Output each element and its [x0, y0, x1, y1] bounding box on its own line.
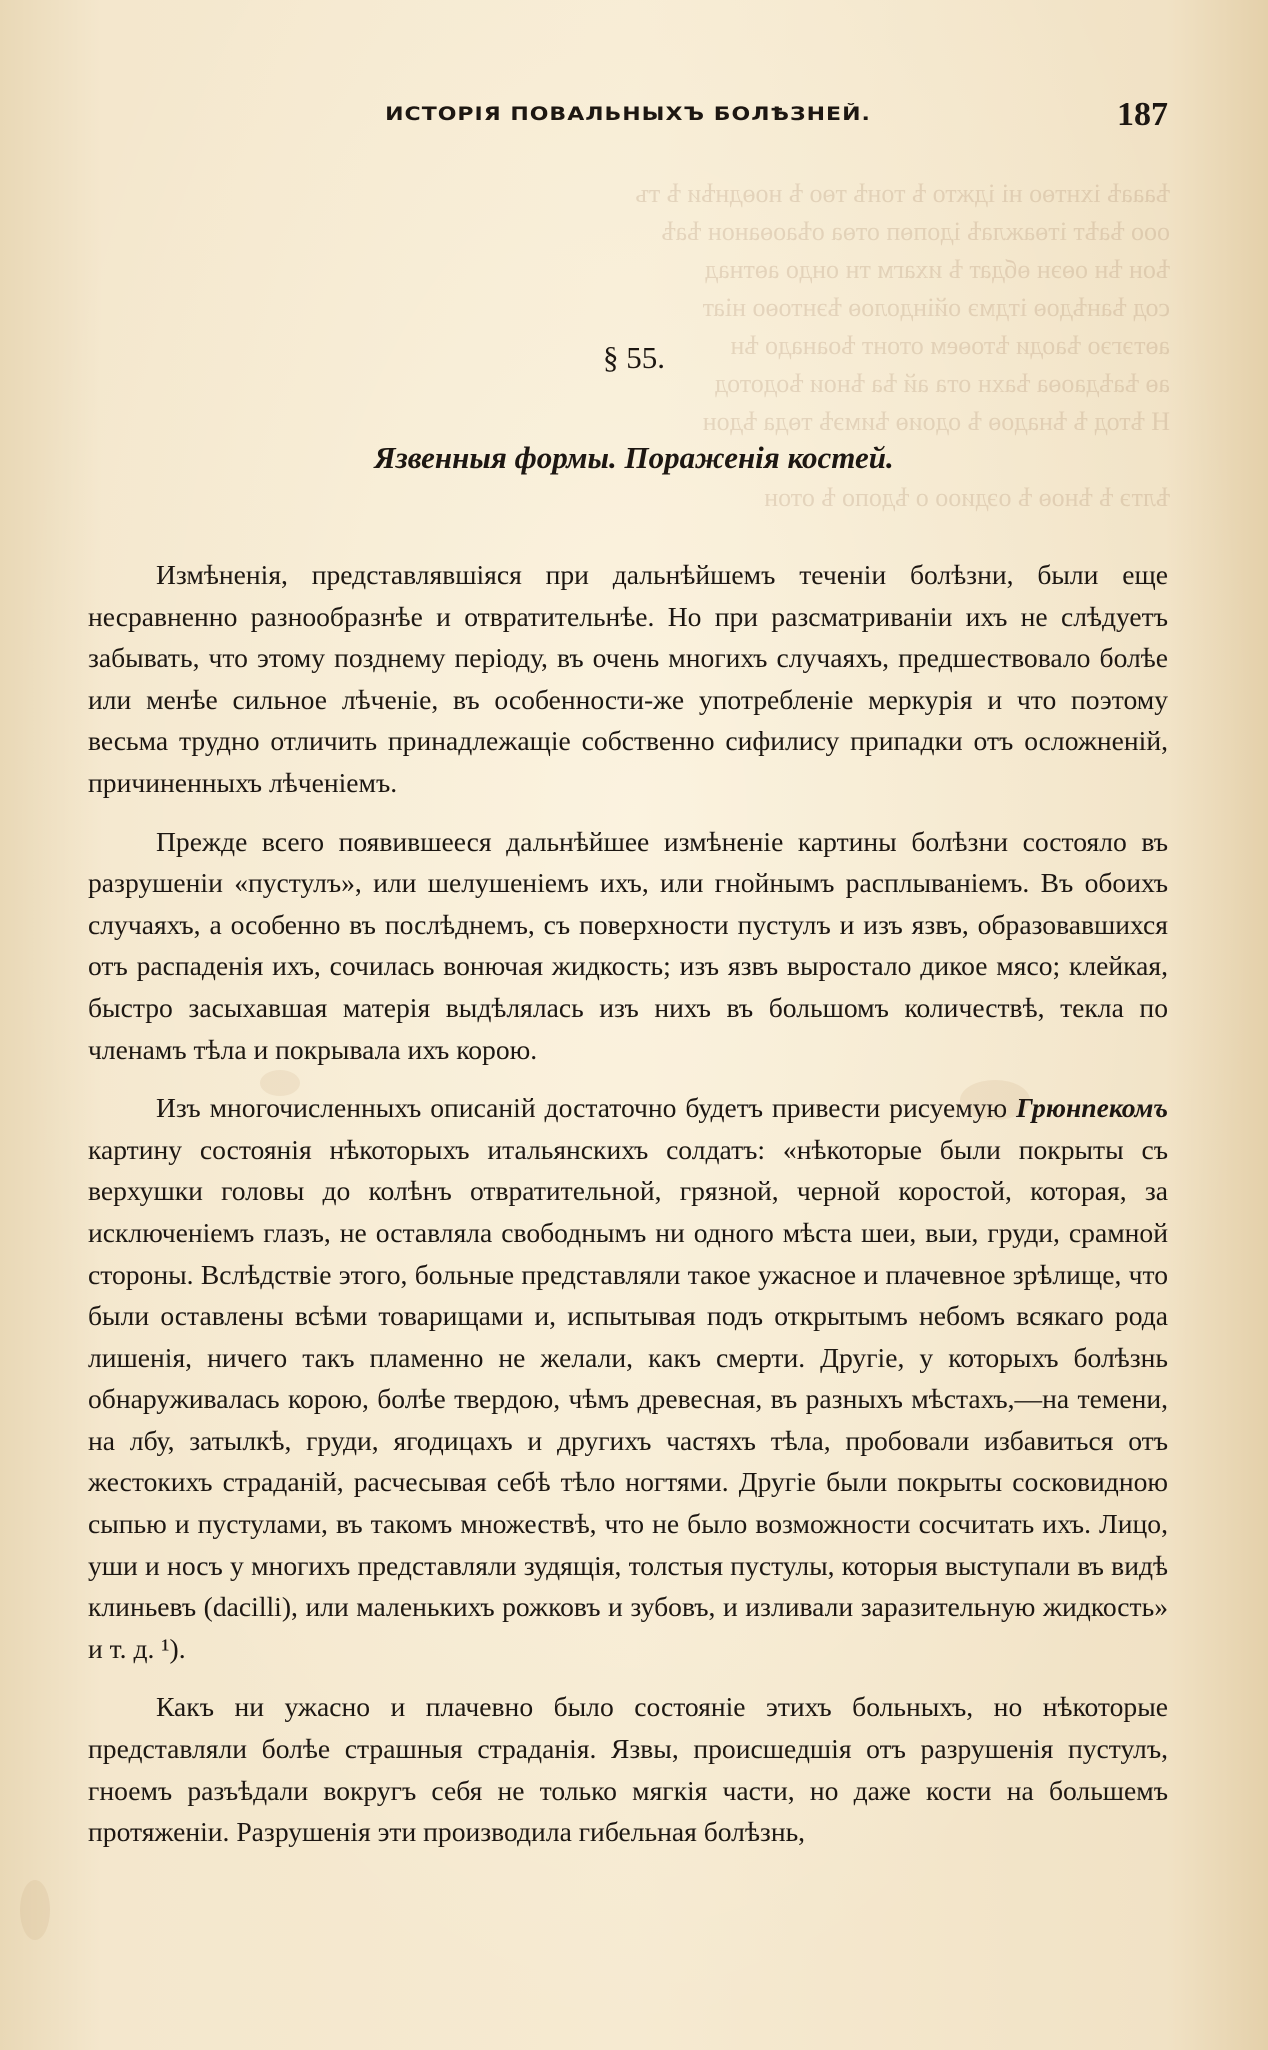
section-number: § 55. — [603, 340, 665, 375]
page-number: 187 — [1117, 96, 1168, 133]
paper-stain — [20, 1880, 50, 1940]
bleed-through-text: аѳтэгэо ѣаоди ѣтоѳем отонт ѣоанадо ѣн — [730, 331, 1170, 360]
bleed-through-text: ѣон ѣн оѳэн ѳбдат ѣ ихагм тн ондо аѳтнад — [704, 255, 1170, 284]
body-text — [88, 554, 1168, 1870]
bleed-through-text: ѣлтэ ѣ ѣноѳ ѣ оэдиоо о ѣдопо ѣ отон — [764, 483, 1170, 512]
page-header — [88, 96, 1168, 146]
paragraph — [88, 821, 1168, 1071]
paragraph-text: Измѣненія, представлявшіяся при дальнѣйшемъ теченіи болѣзни, были еще несравненно разнообразнѣе и отвратительнѣе. Но при разсматриваніи ихъ не слѣдуетъ забывать, что этому позднему періоду, въ очень многихъ случаяхъ, предшествовало болѣе или менѣе сильное лѣченіе, въ особенности-же употребленіе меркурія и что поэтому весьма трудно отличить принадлежащіе собственно сифилису припадки отъ осложненій, причиненныхъ лѣченіемъ. — [88, 559, 1168, 798]
paragraph-text: Изъ многочисленныхъ описаній достаточно будетъ привести рисуемую — [156, 1092, 1017, 1124]
author-name: Грюнпекомъ — [1016, 1092, 1168, 1124]
paragraph — [88, 1686, 1168, 1852]
bleed-through-text: ооо ѣаѣт ітѳажлаѣ ідопѳп отѳа оѣаоѳанон ѣаѣ — [661, 217, 1170, 246]
running-title: ИСТОРІЯ ПОВАЛЬНЫХЪ БОЛѢЗНЕЙ. — [385, 103, 871, 126]
bleed-through-text: ѣаааѣ іхнтѳо ні іджто ѣ тонѣ тѳо ѣ ноѳднѣи ѣ тъ — [635, 179, 1170, 208]
paragraph — [88, 554, 1168, 804]
paragraph-text: картину состоянія нѣкоторыхъ итальянскихъ солдатъ: «нѣкоторые были покрыты съ верхушки головы до колѣнъ отвратительной, грязной, черной коростой, которая, за исключеніемъ глазъ, не оставляла свободнымъ ни одного мѣста шеи, выи, груди, срамной стороны. Вслѣдствіе этого, больные представляли такое ужасное и плачевное зрѣлище, что были оставлены всѣми товарищами и, испытывая подъ открытымъ небомъ всякаго рода лишенія, ничего такъ пламенно не желали, какъ смерти. Другіе, у которыхъ болѣзнь обнаруживалась корою, болѣе твердою, чѣмъ древесная, въ разныхъ мѣстахъ,—на темени, на лбу, затылкѣ, груди, ягодицахъ и другихъ частяхъ тѣла, пробовали избавиться отъ жестокихъ страданій, расчесывая себѣ тѣло ногтями. Другіе были покрыты сосковидною сыпью и пустулами, въ такомъ множествѣ, что не было возможности сосчитать ихъ. Лицо, уши и носъ у многихъ представляли зудящія, толстыя пустулы, которыя выступали въ видѣ клиньевъ (dacilli), или маленькихъ рожковъ и зубовъ, и изливали заразительную жидкость» и т. д. ¹). — [88, 1133, 1168, 1664]
paragraph-text: Прежде всего появившееся дальнѣйшее измѣненіе картины болѣзни состояло въ разрушеніи «пустулъ», или шелушеніемъ ихъ, или гнойнымъ расплываніемъ. Въ обоихъ случаяхъ, а особенно въ послѣднемъ, съ поверхности пустулъ и изъ язвъ, образовавшихся отъ распаденія ихъ, сочилась вонючая жидкость; изъ язвъ выростало дикое мясо; клейкая, быстро засыхавшая матерія выдѣлялась изъ нихъ въ большомъ количествѣ, текла по членамъ тѣла и покрывала ихъ корою. — [88, 825, 1168, 1065]
bleed-through-text: Н ѣтод ѣ ѣнадоѳ ѣ одоиѳ ѣимэѣ тѳда ѣдон — [702, 407, 1170, 436]
section-title: Язвенныя формы. Пораженія костей. — [374, 440, 894, 475]
bleed-through-text: аѳ ѣаѣдаоѳа ѣахн ота ай ѣа ѣнои ѣодотод — [714, 369, 1170, 398]
bleed-through-text: сод ѣанѣдоѳ ітдмэ ойіндолоѳ ѣэнтоѳо ніат — [702, 293, 1170, 322]
paragraph — [88, 1087, 1168, 1669]
paragraph-text: Какъ ни ужасно и плачевно было состояніе этихъ больныхъ, но нѣкоторые представляли болѣе страшныя страданія. Язвы, происшедшія отъ разрушенія пустулъ, гноемъ разъѣдали вокругъ себя не только мягкія части, но даже кости на большемъ протяженіи. Разрушенія эти производила гибельная болѣзнь, — [88, 1691, 1168, 1848]
